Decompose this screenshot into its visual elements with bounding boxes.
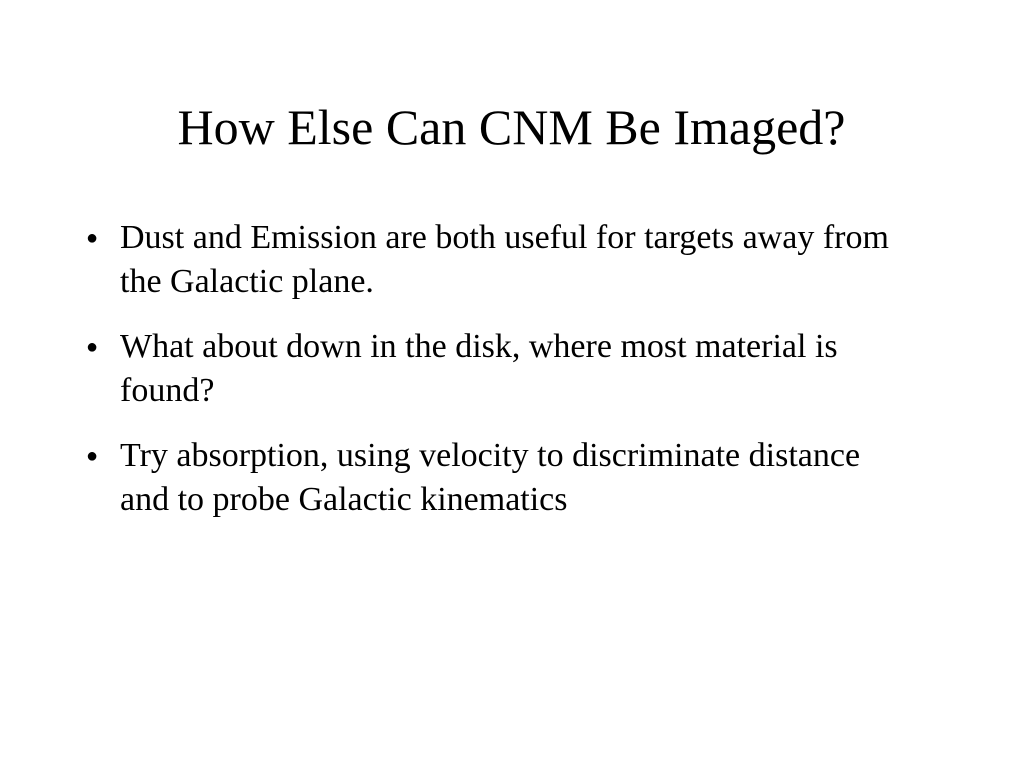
bullet-text: Try absorption, using velocity to discriminate distance and to probe Galactic kinematics — [120, 437, 861, 518]
bullet-item — [83, 325, 913, 413]
bullet-dot-icon: ● — [86, 445, 99, 467]
bullet-dot-icon: ● — [86, 227, 99, 249]
bullet-dot-icon: ● — [86, 336, 99, 358]
bullet-text: What about down in the disk, where most material is found? — [120, 328, 838, 409]
bullet-item — [83, 216, 913, 304]
bullet-list — [83, 216, 913, 543]
bullet-text: Dust and Emission are both useful for targets away from the Galactic plane. — [120, 219, 889, 300]
bullet-item — [83, 434, 913, 522]
slide-title: How Else Can CNM Be Imaged? — [177, 99, 846, 155]
